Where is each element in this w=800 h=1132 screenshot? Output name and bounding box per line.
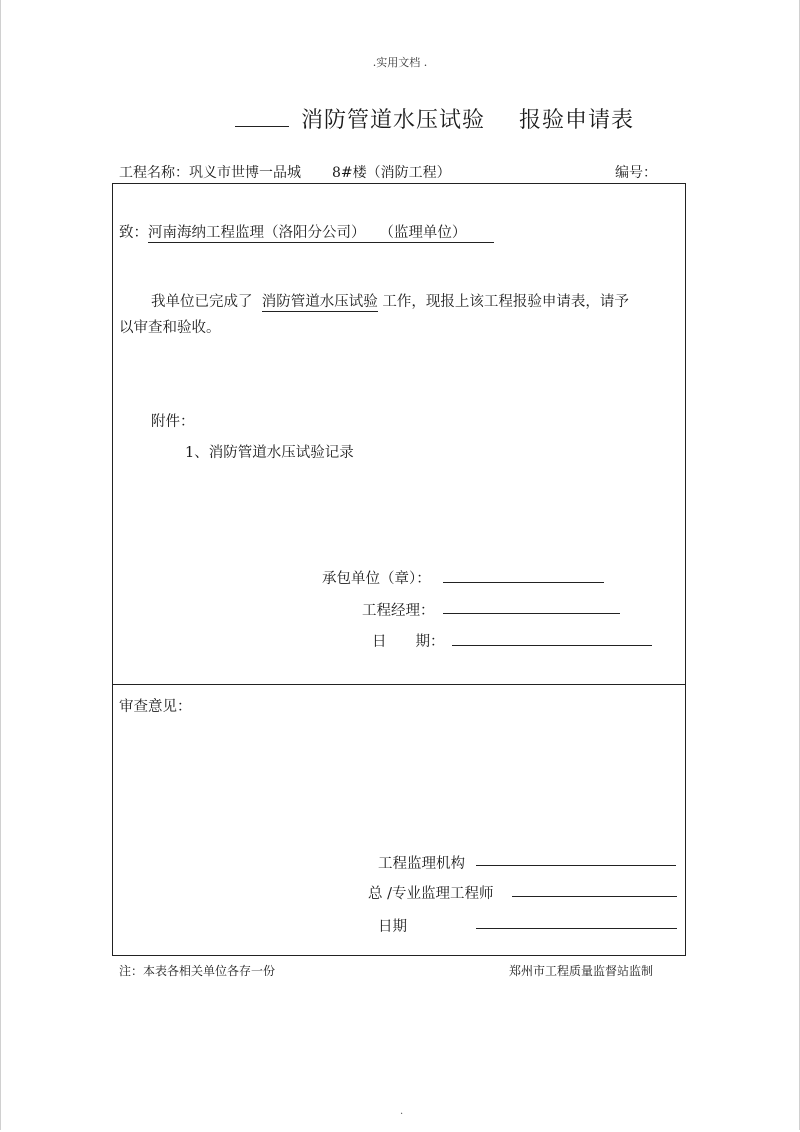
body-line-1: 我单位已完成了 消防管道水压试验 工作，现报上该工程报验申请表，请予: [151, 290, 629, 312]
work-name: 消防管道水压试验: [262, 290, 378, 312]
title-part1: 消防管道水压试验: [301, 108, 486, 133]
number-label: 编号：: [615, 165, 657, 181]
header-note: .实用文档 .: [372, 56, 428, 69]
project-manager-label: 工程经理：: [362, 603, 435, 619]
footer-note: 注：本表各相关单位各存一份: [119, 964, 276, 978]
title-part2: 报验申请表: [519, 108, 635, 133]
page-dot: .: [400, 1106, 404, 1117]
attachments-label: 附件：: [151, 414, 195, 430]
project-name: 工程名称：巩义市世博一品城: [119, 165, 301, 181]
to-line: [119, 221, 494, 243]
supervisor-engineer-label: 总 /专业监理工程师: [368, 886, 494, 902]
supervisor-org-line: [476, 865, 676, 866]
to-prefix: 致：: [119, 225, 148, 241]
supervisor-engineer-line: [512, 896, 677, 897]
contractor-unit-line: [443, 582, 604, 583]
body-line-2: 以审查和验收。: [119, 320, 221, 336]
review-label: 审查意见：: [119, 699, 192, 715]
contractor-date-line: [452, 645, 652, 646]
project-manager-line: [443, 613, 620, 614]
contractor-date-label: 日 期：: [372, 634, 445, 650]
supervisor-date-line: [476, 928, 677, 929]
building-name: 8#楼（消防工程）: [332, 165, 451, 181]
section-divider: [112, 684, 686, 685]
contractor-unit-label: 承包单位（章）：: [322, 571, 431, 587]
attachment-item-1: 1、消防管道水压试验记录: [185, 445, 354, 461]
document-title: [235, 103, 634, 134]
to-recipient: 河南海纳工程监理（洛阳分公司） （监理单位）: [148, 221, 494, 243]
supervisor-date-label: 日期: [378, 919, 407, 935]
supervisor-org-label: 工程监理机构: [378, 856, 465, 872]
footer-issuer: 郑州市工程质量监督站监制: [509, 964, 654, 978]
title-underline: [235, 106, 289, 127]
